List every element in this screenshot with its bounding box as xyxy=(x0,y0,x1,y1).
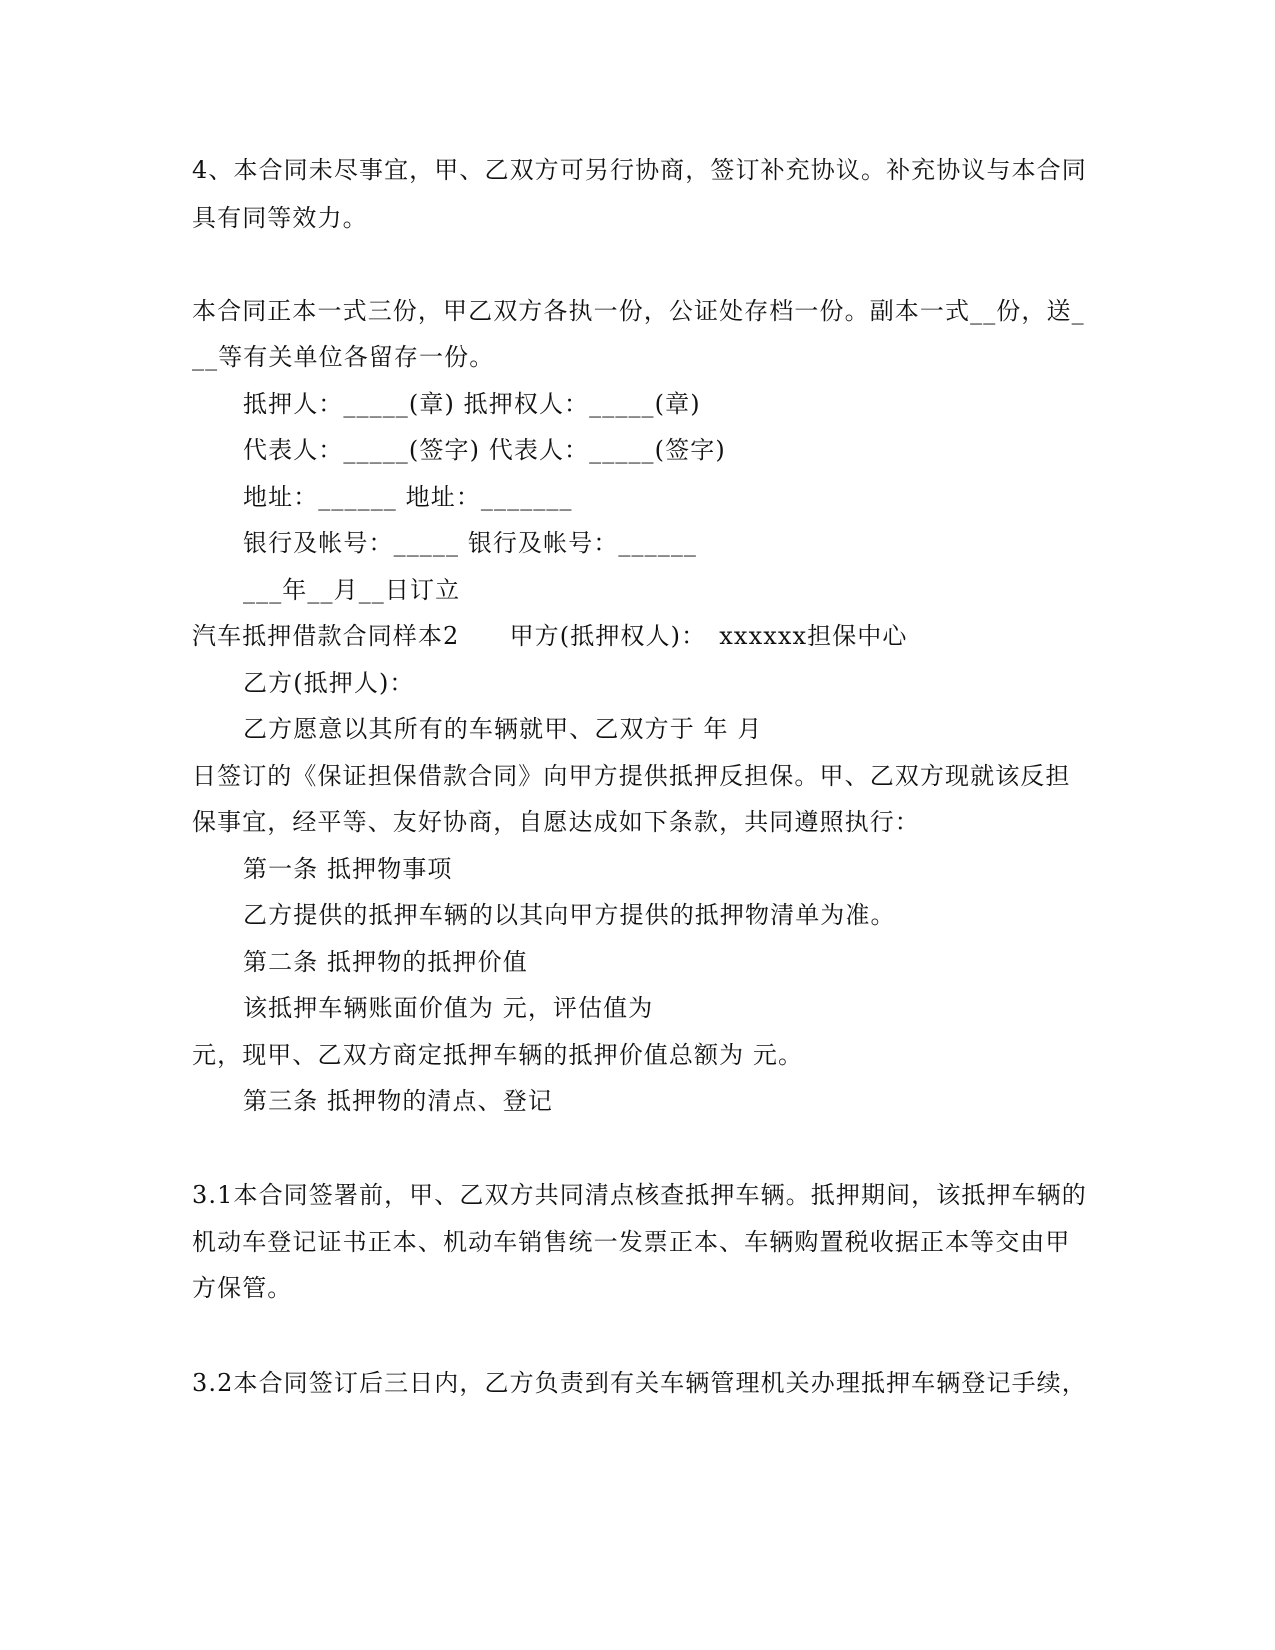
article-heading: 第一条 抵押物事项 xyxy=(243,855,453,883)
paragraph-line: 方保管。 xyxy=(192,1274,293,1302)
signature-line: 抵押人：_____(章) 抵押权人：_____(章) xyxy=(243,390,701,418)
article-heading: 第三条 抵押物的清点、登记 xyxy=(243,1087,553,1115)
paragraph-line: 保事宜，经平等、友好协商，自愿达成如下条款，共同遵照执行： xyxy=(192,808,920,836)
paragraph-line: 具有同等效力。 xyxy=(192,204,368,232)
paragraph-line: 4、本合同未尽事宜，甲、乙双方可另行协商，签订补充协议。补充协议与本合同 xyxy=(192,156,1087,184)
date-line: ___年__月__日订立 xyxy=(243,576,461,604)
paragraph-line: 本合同正本一式三份，甲乙双方各执一份，公证处存档一份。副本一式__份，送_ xyxy=(192,297,1085,325)
paragraph-line: __等有关单位各留存一份。 xyxy=(192,343,495,371)
paragraph-line: 3.1本合同签署前，甲、乙双方共同清点核查抵押车辆。抵押期间，该抵押车辆的 xyxy=(192,1181,1087,1209)
article-heading: 第二条 抵押物的抵押价值 xyxy=(243,948,528,976)
paragraph-line: 3.2本合同签订后三日内，乙方负责到有关车辆管理机关办理抵押车辆登记手续， xyxy=(192,1369,1087,1397)
paragraph-line: 元，现甲、乙双方商定抵押车辆的抵押价值总额为 元。 xyxy=(192,1041,804,1069)
paragraph-line: 乙方提供的抵押车辆的以其向甲方提供的抵押物清单为准。 xyxy=(243,901,896,929)
paragraph-line: 日签订的《保证担保借款合同》向甲方提供抵押反担保。甲、乙双方现就该反担 xyxy=(192,762,1071,790)
signature-line: 地址：______ 地址：_______ xyxy=(243,483,573,511)
paragraph-line: 乙方愿意以其所有的车辆就甲、乙双方于 年 月 xyxy=(243,715,763,743)
paragraph-line: 乙方(抵押人)： xyxy=(243,669,415,697)
signature-line: 银行及帐号：_____ 银行及帐号：______ xyxy=(243,529,698,557)
signature-line: 代表人：_____(签字) 代表人：_____(签字) xyxy=(243,436,726,464)
paragraph-line: 该抵押车辆账面价值为 元，评估值为 xyxy=(243,994,654,1022)
paragraph-line: 机动车登记证书正本、机动车销售统一发票正本、车辆购置税收据正本等交由甲 xyxy=(192,1228,1071,1256)
contract-heading: 汽车抵押借款合同样本2 甲方(抵押权人)： xxxxxx担保中心 xyxy=(192,622,908,650)
